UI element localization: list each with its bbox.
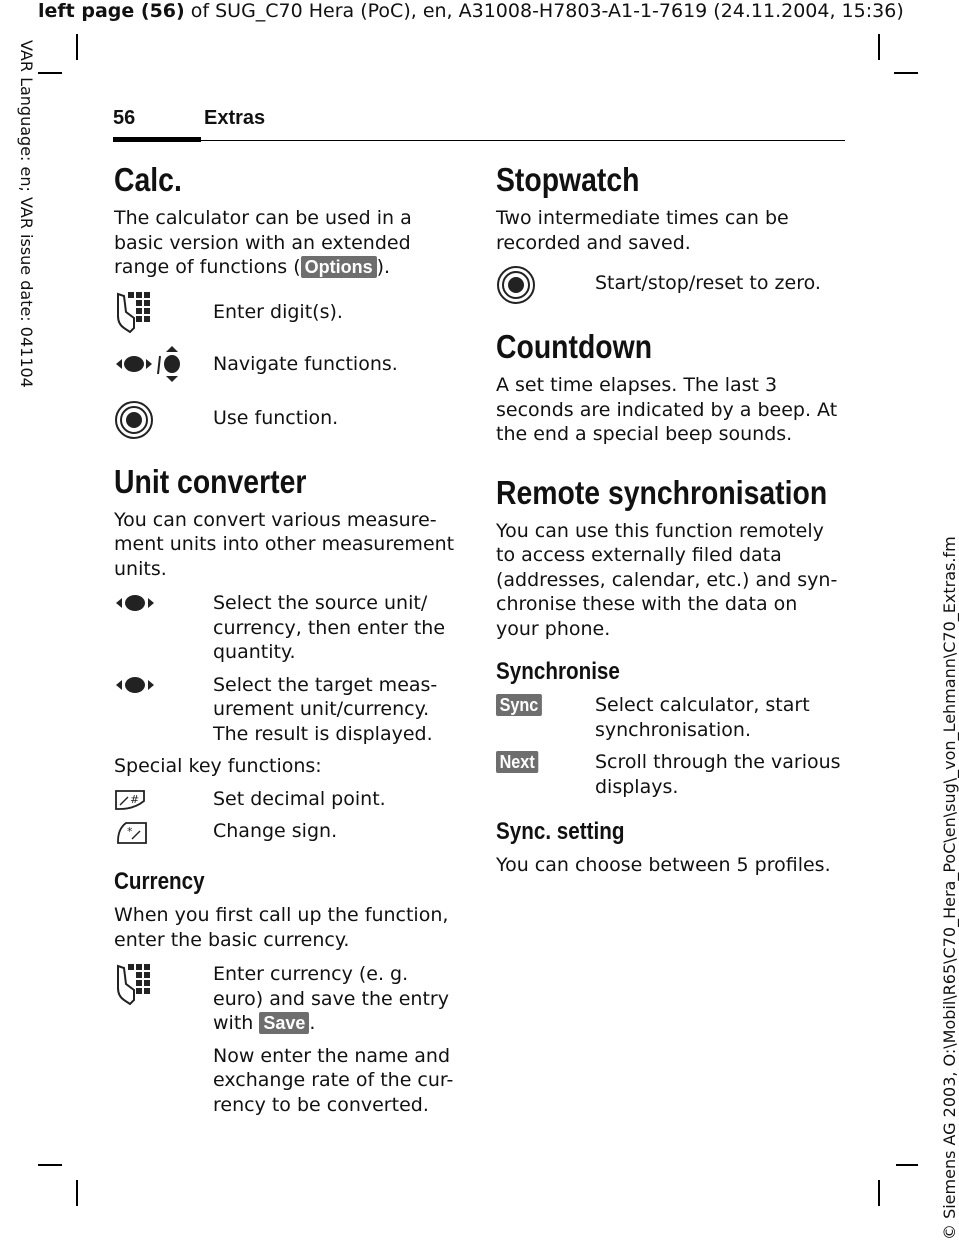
header-rule-thick — [113, 137, 201, 142]
hash-key-icon — [114, 787, 213, 811]
sync-setting-heading: Sync. setting — [496, 818, 625, 845]
sync-setting-text: You can choose between 5 profiles. — [496, 854, 831, 876]
unit-converter-intro: You can convert various measure-ment units into other measurement units. — [114, 508, 455, 580]
save-softkey[interactable]: Save — [259, 1012, 309, 1034]
currency-row — [114, 962, 464, 1036]
nav-left-right-icon — [114, 673, 213, 697]
options-softkey[interactable]: Options — [301, 256, 377, 278]
calc-heading: Calc. — [114, 161, 182, 198]
currency-followup: Now enter the name and exchange rate of the cur-rency to be converted. — [213, 1044, 454, 1116]
currency-intro: When you first call up the function, enter the basic currency. — [114, 904, 449, 951]
stopwatch-intro: Two intermediate times can be recorded and saved. — [496, 207, 789, 254]
next-row — [496, 750, 846, 799]
meta-document-info: of SUG_C70 Hera (PoC), en, A31008-H7803-A1-1-7619 (24.11.2004, 15:36) — [184, 0, 904, 22]
special-row-text: Change sign. — [213, 820, 338, 842]
special-row-decimal — [114, 787, 464, 812]
right-column — [496, 160, 846, 878]
stopwatch-row — [496, 265, 846, 305]
header-rule — [201, 140, 845, 141]
crop-mark — [76, 1180, 78, 1206]
remote-sync-intro: You can use this function remotely to access externally filed data (addresses, calendar, etc.) and syn-chronise these with the data on your phone. — [496, 519, 838, 640]
svg-text:*: * — [127, 825, 133, 838]
unit-row-text: Select the target meas-urement unit/currency. The result is displayed. — [213, 673, 438, 745]
calc-row-text: Enter digit(s). — [213, 300, 343, 323]
svg-text:#: # — [130, 792, 140, 806]
sync-row-text: Select calculator, start synchronisation. — [595, 694, 810, 741]
left-column — [114, 160, 464, 1125]
crop-mark — [38, 1164, 62, 1166]
calc-row-text: Use function. — [213, 406, 339, 429]
calc-intro: The calculator can be used in a basic version with an extended range of functions ( Options ). — [114, 207, 412, 278]
unit-row-source — [114, 591, 464, 665]
currency-followup-row — [114, 1044, 464, 1118]
special-keys-label: Special key functions: — [114, 755, 322, 777]
page-header — [113, 107, 845, 141]
next-softkey[interactable]: Next — [496, 751, 538, 773]
synchronise-heading: Synchronise — [496, 658, 620, 685]
countdown-heading: Countdown — [496, 328, 653, 365]
calc-row-navigate — [114, 344, 464, 384]
currency-heading: Currency — [114, 868, 205, 895]
calc-row-use — [114, 400, 464, 440]
currency-row-text: Enter currency (e. g. euro) and save the entry with Save . — [213, 963, 449, 1034]
remote-sync-heading: Remote synchronisation — [496, 473, 828, 511]
calc-row-text: Navigate functions. — [213, 352, 398, 375]
special-row-sign — [114, 819, 464, 845]
center-key-icon — [496, 265, 595, 305]
page-title: Extras — [204, 107, 266, 129]
unit-row-text: Select the source unit/ currency, then enter the quantity. — [213, 592, 446, 663]
side-language-info: VAR Language: en; VAR issue date: 041104 — [17, 40, 36, 388]
unit-row-target — [114, 673, 464, 747]
sync-softkey[interactable]: Sync — [496, 694, 542, 716]
stopwatch-heading: Stopwatch — [496, 161, 640, 198]
star-key-icon — [114, 819, 213, 845]
crop-mark — [894, 72, 918, 74]
center-key-icon — [114, 400, 213, 440]
crop-mark — [76, 34, 78, 60]
countdown-intro: A set time elapses. The last 3 seconds are indicated by a beep. At the end a special beep sounds. — [496, 374, 838, 445]
stopwatch-row-text: Start/stop/reset to zero. — [595, 272, 821, 294]
calc-row-digits — [114, 290, 464, 334]
special-row-text: Set decimal point. — [213, 787, 386, 810]
nav-key-icon — [114, 344, 213, 384]
side-copyright-path: © Siemens AG 2003, O:\Mobil\R65\C70_Hera_PoC\en\sug\_von_Lehmann\C70_Extras.fm — [940, 536, 959, 1240]
unit-converter-heading: Unit converter — [114, 462, 307, 500]
next-row-text: Scroll through the various displays. — [595, 751, 841, 798]
meta-page-label: left page (56) — [38, 0, 185, 22]
crop-mark — [878, 1180, 880, 1206]
crop-mark — [896, 1164, 918, 1166]
page-number: 56 — [113, 107, 136, 129]
crop-mark — [878, 34, 880, 60]
sync-row — [496, 693, 846, 742]
keypad-icon — [114, 290, 213, 334]
keypad-icon — [114, 962, 213, 1006]
nav-left-right-icon — [114, 591, 213, 615]
document-meta-line — [38, 0, 904, 22]
crop-mark — [38, 72, 62, 74]
